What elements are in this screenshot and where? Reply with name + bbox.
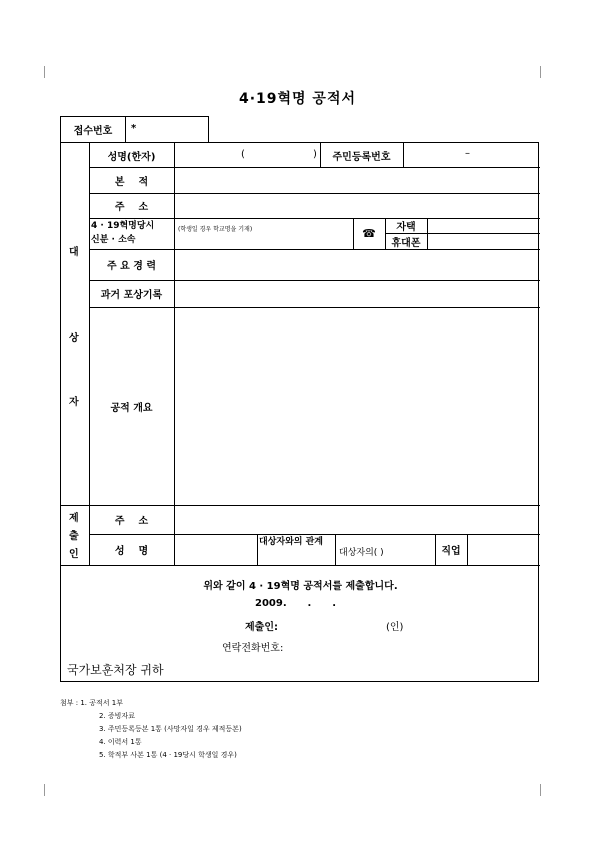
seal-mark: (인) [386,622,404,633]
job-label: 직업 [441,546,461,557]
attachment-item [60,736,242,749]
submitter-side-char-2: 출 [69,531,79,542]
relation-label: 대상자와의 관계 [259,537,323,547]
recipient-line [67,661,164,678]
attachment-text: 2. 증빙자료 [99,712,135,720]
attachments-prefix: 첨부 : [60,699,79,707]
divider [467,534,468,565]
target-side-char-3: 자 [69,397,79,408]
statement-line: 위와 같이 4 · 19혁명 공적서를 제출합니다. [203,581,398,592]
target-side-char-2: 상 [69,333,79,344]
career-label: 주 요 경 력 [106,261,157,272]
divider [257,534,258,565]
submitter-side-char-1: 제 [69,513,79,524]
attachment-text: 4. 이력서 1통 [99,738,142,746]
divider [335,534,336,565]
form-table [60,142,539,682]
attachment-text: 3. 주민등록등본 1통 (사망자일 경우 제적등본) [99,725,242,733]
statement-date: 2009. . . [254,598,336,609]
contact-phone-label: 연락전화번호: [222,643,284,654]
origin-label: 본 적 [114,176,149,188]
divider [427,218,428,249]
affiliation-label [91,219,174,249]
recipient-suffix: 귀하 [140,663,164,677]
address-label: 주 소 [114,202,149,213]
crop-mark-bottom-right [540,784,541,796]
submitter-address-label: 주 소 [114,516,149,527]
receipt-number-label: 접수번호 [61,117,126,142]
name-paren-open: ( [241,149,245,160]
attachment-item [60,723,242,736]
document-title: 4·19혁명 공적서 [238,91,357,107]
attachments-list [60,697,242,762]
name-label: 성명(한자) [107,151,156,163]
affiliation-label-line1: 4 · 19혁명당시 [91,221,155,231]
submitter-sign-label: 제출인: [245,622,278,633]
award-record-label: 과거 포상기록 [100,290,163,301]
divider [61,565,540,566]
crop-mark-top-right [540,66,541,78]
phone-icon: ☎ [362,227,376,240]
mobile-phone-label: 휴대폰 [391,237,421,249]
divider [403,143,404,167]
name-paren-close: ) [313,149,317,160]
attachment-item [60,749,242,762]
affiliation-note: (학생일 경우 학교명을 기재) [178,226,253,233]
attachment-item [60,697,242,710]
merit-summary-label: 공적 개요 [110,402,153,414]
id-number-dash: – [465,148,470,159]
receipt-number-value[interactable]: * [131,123,137,134]
relation-value[interactable]: 대상자의( ) [339,548,384,558]
home-phone-label: 자택 [396,222,416,233]
crop-mark-bottom-left [44,784,45,796]
submitter-name-label: 성 명 [114,546,149,557]
submitter-side-char-3: 인 [69,549,79,560]
recipient-name: 국가보훈처장 [67,663,137,677]
crop-mark-top-left [44,66,45,78]
attachment-text: 1. 공적서 1부 [80,699,123,707]
receipt-number-box [60,116,209,142]
target-side-char-1: 대 [69,247,79,258]
attachment-text: 5. 학적부 사본 1통 (4 · 19당시 학생일 경우) [99,751,237,759]
attachment-item [60,710,242,723]
id-number-label: 주민등록번호 [332,151,391,163]
affiliation-label-line2: 신분 · 소속 [91,235,136,245]
merit-summary-field[interactable] [175,308,539,504]
